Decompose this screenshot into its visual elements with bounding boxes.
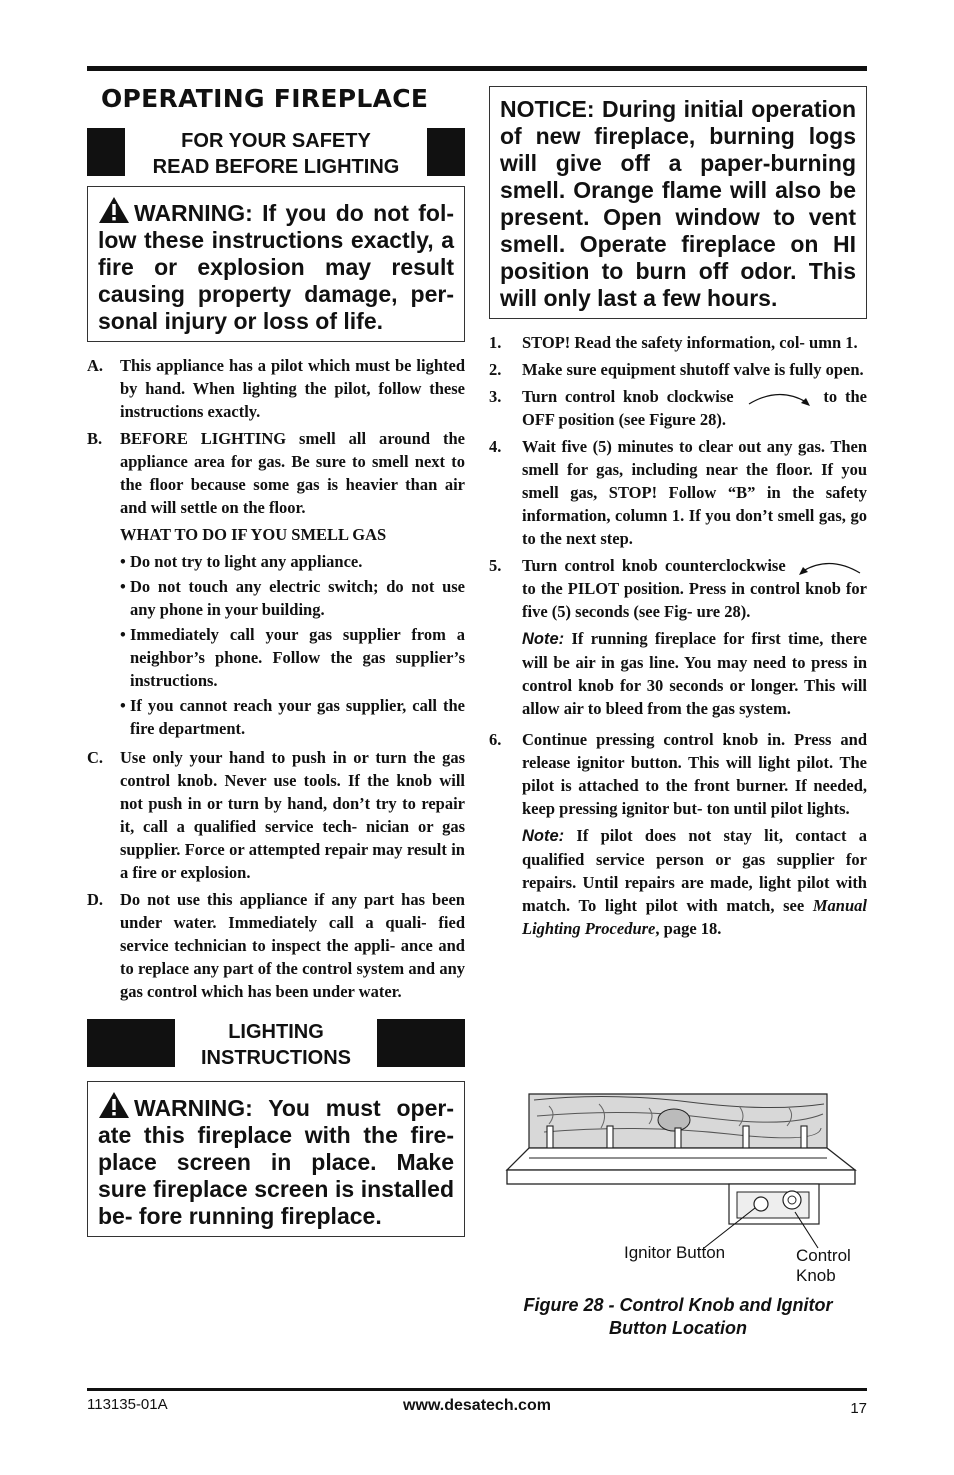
bullet-item: • Immediately call your gas supplier from a neighbor’s phone. Follow the gas supplier’s instructions. bbox=[120, 625, 465, 690]
banner-block-left bbox=[87, 1019, 175, 1067]
warning-2-text: WARNING: You must oper- ate this fireplace with the fire- place screen in place. Make sure fireplace screen is installed be- fore running fireplace. bbox=[98, 1095, 454, 1229]
lighting-banner bbox=[87, 1019, 465, 1069]
page-number: 17 bbox=[850, 1400, 867, 1417]
notice-box: NOTICE: During initial operation of new fireplace, burning logs will give off a paper-burning smell. Orange flame will also be present. Open window to vent smell. Operate fireplace on HI position to burn off odor. This will only last a few hours. bbox=[489, 86, 867, 319]
figure-caption: Figure 28 - Control Knob and Ignitor Button Location bbox=[523, 1295, 833, 1338]
warning-box-2 bbox=[87, 1081, 465, 1237]
ignitor-button-label: Ignitor Button bbox=[624, 1243, 726, 1262]
list-item: A. This appliance has a pilot which must be lighted by hand. When lighting the pilot, follow these instructions exactly. bbox=[87, 356, 465, 421]
banner-block-right bbox=[427, 128, 465, 176]
list-item: 5. Turn control knob counterclockwise to the PILOT position. Press in control knob for five (5) seconds (see Fig- ure 28). Note: If running fireplace for first time, there will be air in gas line. You may need to press in control knob for 30 seconds or longer. This will allow air to bleed from the gas system. bbox=[489, 556, 867, 719]
control-knob-label: Control Knob bbox=[796, 1246, 851, 1285]
warning-triangle-icon bbox=[98, 196, 130, 224]
warning-1-text: WARNING: If you do not fol- low these instructions exactly, a fire or explosion may result causing property damage, per- sonal injury or loss of life. bbox=[98, 200, 454, 334]
list-item: 2. Make sure equipment shutoff valve is fully open. bbox=[489, 360, 864, 379]
banner-block-right bbox=[377, 1019, 465, 1067]
bullet-item: • Do not try to light any appliance. bbox=[120, 552, 363, 571]
section-title: OPERATING FIREPLACE bbox=[101, 84, 429, 113]
website-link[interactable]: www.desatech.com bbox=[403, 1397, 551, 1414]
top-rule bbox=[87, 66, 867, 71]
manual-lighting-reference: Manual Lighting Procedure bbox=[522, 896, 867, 939]
right-column bbox=[489, 82, 867, 948]
list-item: 4. Wait five (5) minutes to clear out any gas. Then smell for gas, including near the floor. If you smell gas, STOP! Follow “B” in the safety information, column 1. If you don’t smell gas, go to the next step. bbox=[489, 437, 867, 549]
list-item: C. Use only your hand to push in or turn the gas control knob. Never use tools. If the knob will not push in or turn by hand, don’t try to repair it, call a qualified service tech- nician or gas supplier. Force or attempted repair may result in a fire or explosion. bbox=[87, 748, 465, 882]
warning-box-1 bbox=[87, 186, 465, 342]
banner-block-left bbox=[87, 128, 125, 176]
warning-triangle-icon bbox=[98, 1091, 130, 1119]
list-item: D. Do not use this appliance if any part has been under water. Immediately call a quali- fied service technician to inspect the appli- ance and to replace any part of the control system and any gas control which has been under water. bbox=[87, 890, 465, 1001]
safety-list bbox=[87, 354, 465, 1003]
doc-number: 113135-01A bbox=[87, 1396, 168, 1413]
list-item: 3. Turn control knob clockwise to the OFF position (see Figure 28). bbox=[489, 387, 868, 430]
left-column bbox=[87, 82, 465, 1237]
safety-banner-text: FOR YOUR SAFETY READ BEFORE LIGHTING bbox=[152, 130, 400, 178]
list-item: 6. Continue pressing control knob in. Press and release ignitor button. This will light pilot. The pilot is attached to the front burner. If needed, keep pressing ignitor but- ton until pilot lights. Note: If pilot does not stay lit, contact a qualified service person or gas supplier for repairs. Until repairs are made, light pilot with match. To light pilot with match, see Manual Lighting Procedure, page 18. bbox=[489, 730, 867, 939]
lighting-steps bbox=[489, 331, 867, 944]
clockwise-arrow-icon bbox=[746, 388, 812, 408]
safety-banner bbox=[87, 128, 465, 178]
list-item: B. BEFORE LIGHTING smell all around the appliance area for gas. Be sure to smell next to the floor because some gas is heavier than air and will settle on the floor. WHAT TO DO IF YOU SMELL GAS • Do not try to light any appliance. • Do not touch any electric switch; do not use any phone in your building. • Immediately call your gas supplier from a neighbor’s phone. Follow the gas supplier’s instructions. • If you cannot reach your gas supplier, call the fire department. bbox=[87, 429, 465, 738]
counterclockwise-arrow-icon bbox=[797, 557, 863, 577]
note-label: Note: bbox=[522, 827, 565, 846]
list-item: 1. STOP! Read the safety information, col- umn 1. bbox=[489, 333, 858, 352]
lighting-banner-text: LIGHTING INSTRUCTIONS bbox=[201, 1021, 351, 1069]
note-label: Note: bbox=[522, 630, 565, 649]
smell-gas-heading: WHAT TO DO IF YOU SMELL GAS bbox=[120, 525, 387, 544]
bottom-rule bbox=[87, 1388, 867, 1391]
bullet-item: • If you cannot reach your gas supplier, call the fire department. bbox=[120, 696, 465, 738]
bullet-item: • Do not touch any electric switch; do not use any phone in your building. bbox=[120, 577, 465, 619]
